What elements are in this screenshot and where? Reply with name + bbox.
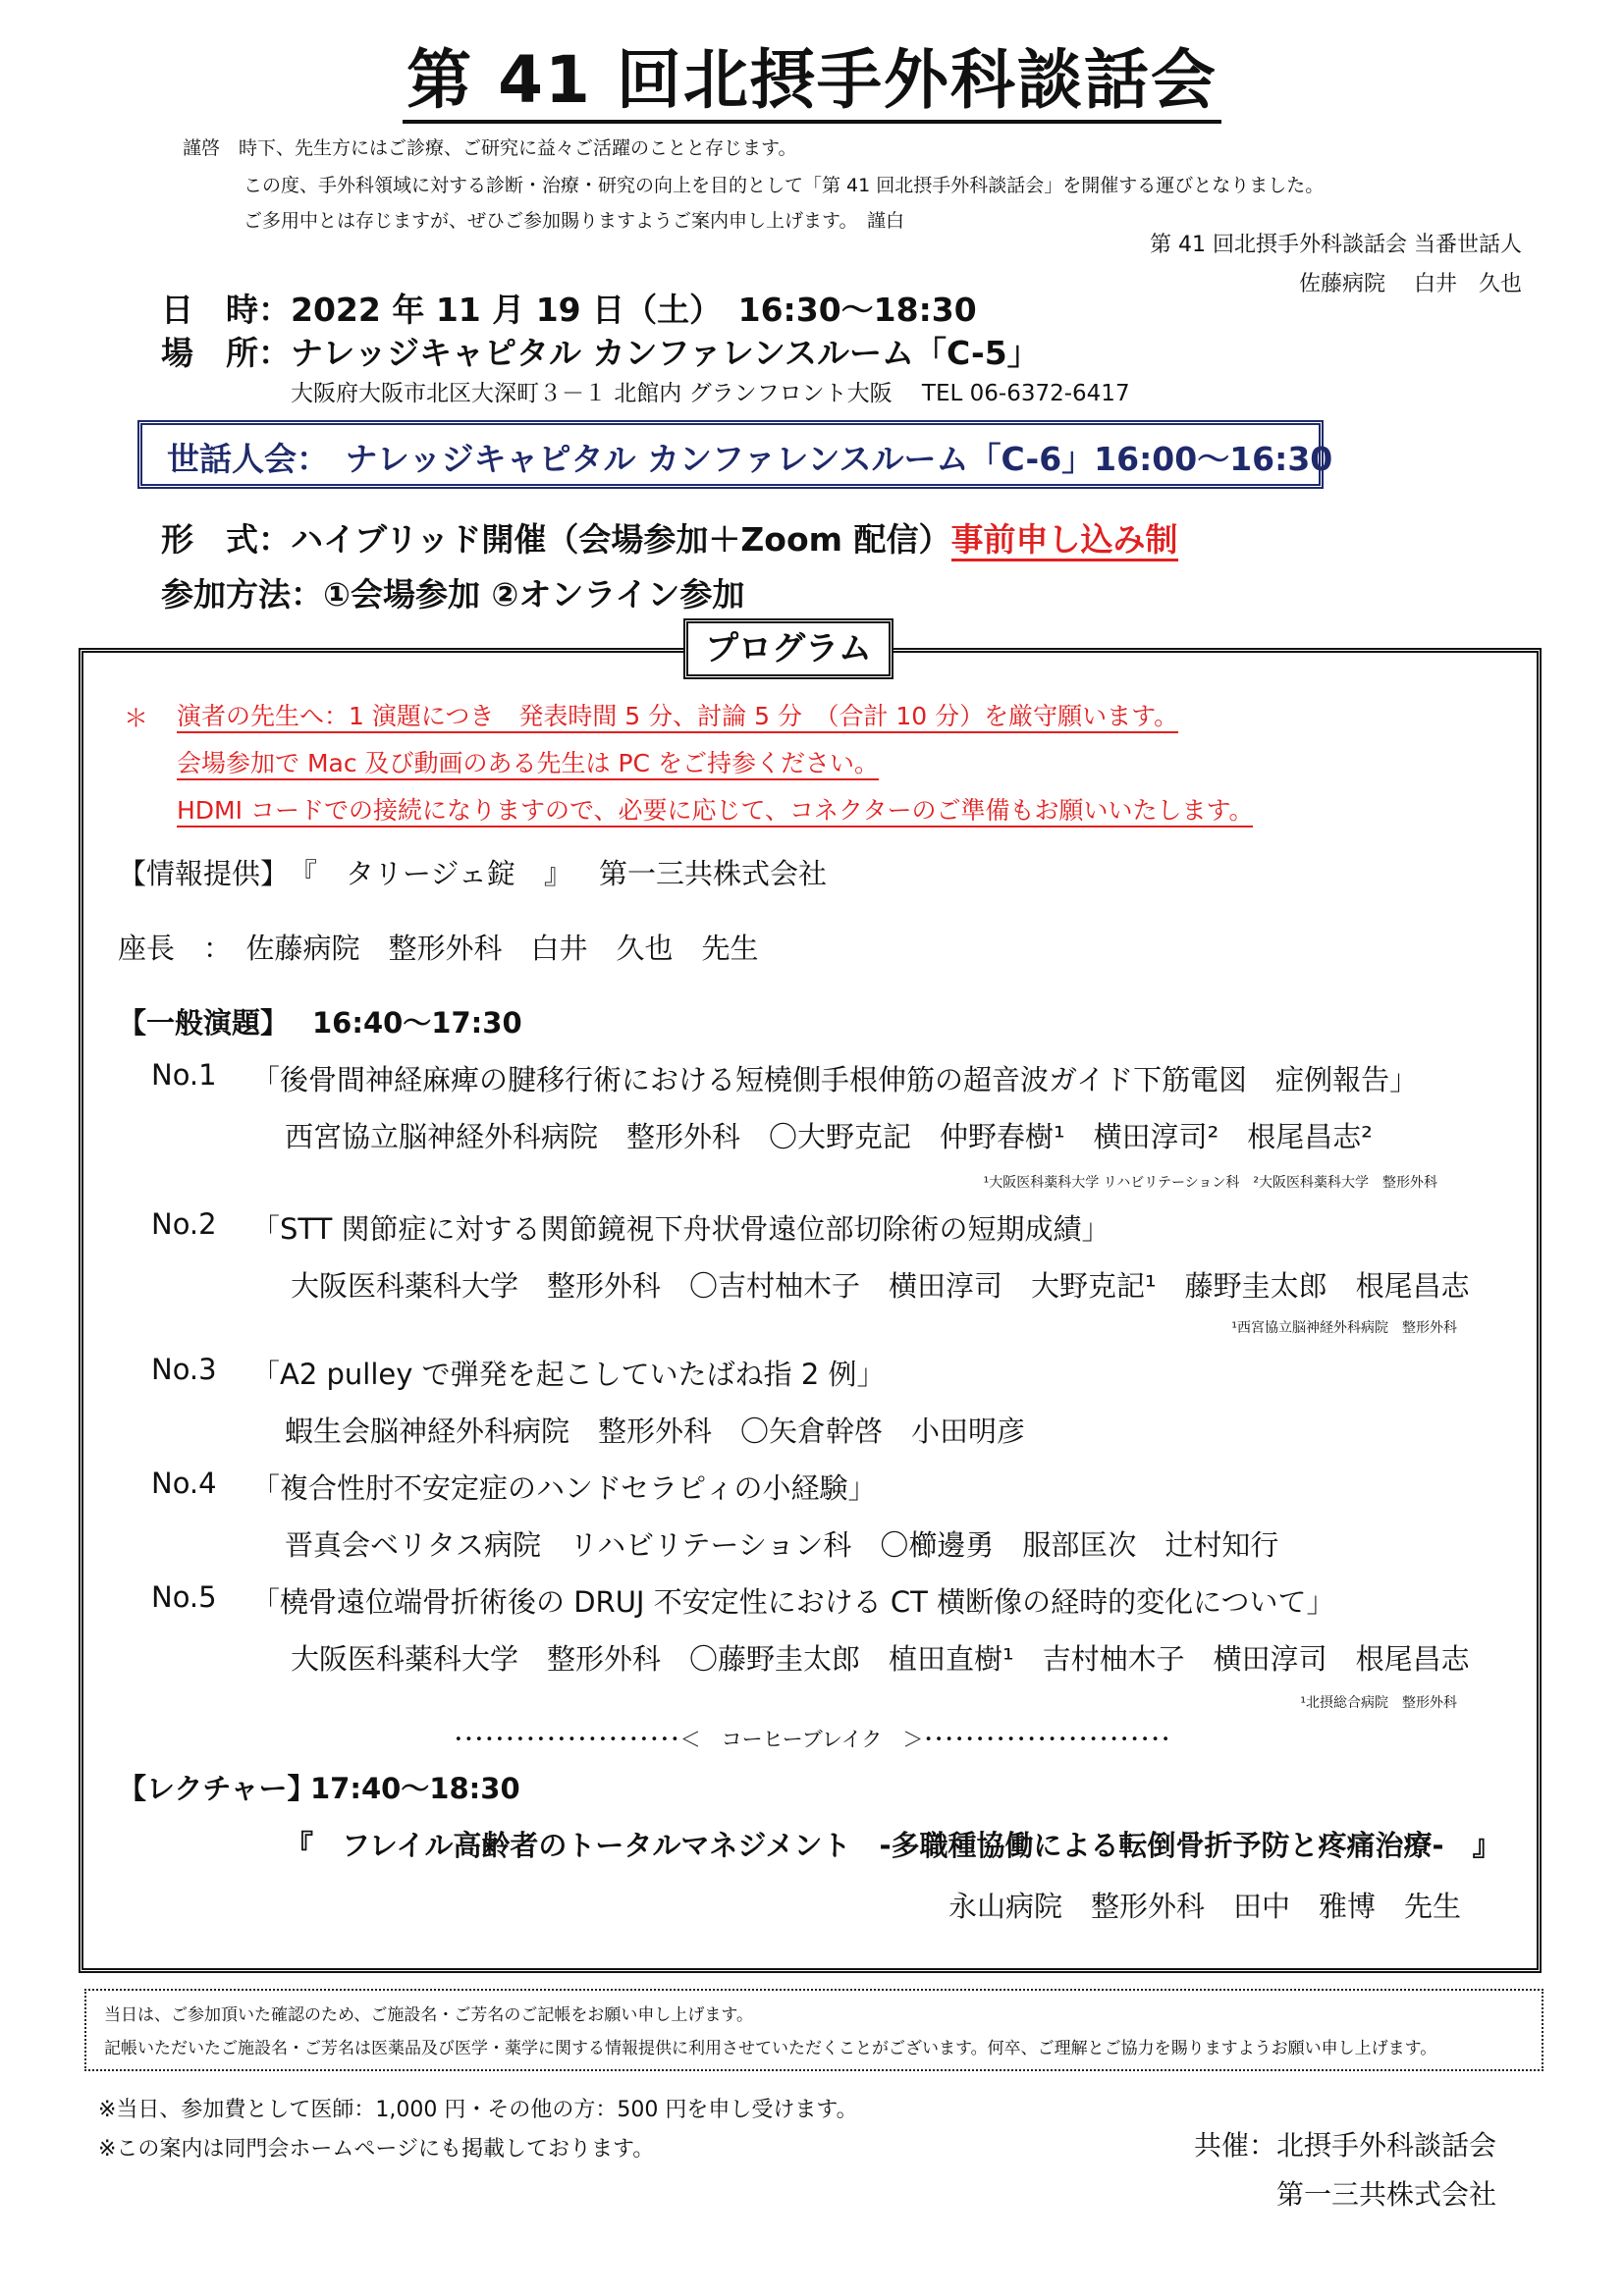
lecture-title: 『 フレイル高齢者のトータルマネジメント -多職種協働による転倒骨折予防と疼痛治療- 』 — [285, 1829, 1501, 1862]
coffee-break: ･･････････････････････＜ コーヒーブレイク ＞････････････････････････ — [453, 1728, 1171, 1751]
disclaimer-line-1: 当日は、ご参加頂いた確認のため、ご施設名・ご芳名のご記帳をお願い申し上げます。 — [104, 2005, 753, 2025]
greeting-line-1: 謹啓 時下、先生方にはご診療、ご研究に益々ご活躍のことと存じます。 — [183, 137, 797, 159]
info-provision-company: 第一三共株式会社 — [599, 857, 828, 890]
talk-authors: 晋真会ベリタス病院 リハビリテーション科 〇櫛邊勇 服部匡次 辻村知行 — [285, 1528, 1279, 1562]
sewa-meeting: 世話人会： ナレッジキャピタル カンファレンスルーム「C-6」16:00～16:30 — [167, 440, 1333, 478]
talk-title: 「STT 関節症に対する関節鏡視下舟状骨遠位部切除術の短期成績」 — [251, 1212, 1110, 1246]
presenter-note-3: HDMI コードでの接続になりますので、必要に応じて、コネクターのご準備もお願いいたします。 — [177, 791, 1253, 827]
participation-method: 参加方法：①会場参加 ②オンライン参加 — [161, 575, 745, 614]
organizer-role: 第 41 回北摂手外科談話会 当番世話人 — [1150, 233, 1522, 257]
talk-affiliation: ¹大阪医科薬科大学 リハビリテーション科 ²大阪医科薬科大学 整形外科 — [983, 1175, 1437, 1191]
talk-authors: 大阪医科薬科大学 整形外科 〇吉村柚木子 横田淳司 大野克記¹ 藤野圭太郎 根尾昌志 — [291, 1269, 1470, 1303]
presenter-note-1: 演者の先生へ：1 演題につき 発表時間 5 分、討論 5 分 （合計 10 分）を厳守願います。 — [177, 697, 1178, 732]
event-format-text: 形 式：ハイブリッド開催（会場参加＋Zoom 配信） — [161, 520, 951, 559]
event-format — [161, 514, 1178, 561]
general-session-time: 16:40～17:30 — [312, 1006, 522, 1040]
talk-number: No.4 — [151, 1467, 217, 1500]
talk-title: 「A2 pulley で弾発を起こしていたばね指 2 例」 — [251, 1358, 886, 1391]
event-datetime: 日 時：2022 年 11 月 19 日（土） 16:30～18:30 — [161, 291, 977, 329]
program-label: プログラム — [683, 618, 893, 679]
presenter-note-2: 会場参加で Mac 及び動画のある先生は PC をご持参ください。 — [177, 744, 879, 779]
note-star: ＊ — [124, 704, 149, 732]
cosponsor-1: 共催：北摂手外科談話会 — [1193, 2129, 1496, 2162]
talk-number: No.2 — [151, 1207, 217, 1241]
talk-number: No.5 — [151, 1580, 217, 1614]
talk-title: 「後骨間神経麻痺の腱移行術における短橈側手根伸筋の超音波ガイド下筋電図 症例報告」 — [251, 1063, 1419, 1096]
homepage-note: ※この案内は同門会ホームページにも掲載しております。 — [98, 2137, 655, 2162]
talk-title: 「橈骨遠位端骨折術後の DRUJ 不安定性における CT 横断像の経時的変化について」 — [251, 1585, 1335, 1619]
general-session-label: 【一般演題】 — [118, 1006, 290, 1040]
event-address: 大阪府大阪市北区大深町３－１ 北館内 グランフロント大阪 TEL 06-6372-6417 — [291, 381, 1130, 406]
chairperson: 座長 ： 佐藤病院 整形外科 白井 久也 先生 — [118, 932, 759, 965]
organizer-name: 佐藤病院 白井 久也 — [1299, 272, 1522, 296]
talk-number: No.3 — [151, 1353, 217, 1386]
talk-authors: 大阪医科薬科大学 整形外科 〇藤野圭太郎 植田直樹¹ 吉村柚木子 横田淳司 根尾昌志 — [291, 1642, 1470, 1676]
event-place: 場 所：ナレッジキャピタル カンファレンスルーム「C-5」 — [161, 334, 1040, 372]
cosponsor-2: 第一三共株式会社 — [1275, 2178, 1496, 2211]
page-title: 第 41 回北摂手外科談話会 — [0, 27, 1624, 121]
talk-number: No.1 — [151, 1058, 217, 1092]
talk-authors: 蝦生会脳神経外科病院 整形外科 〇矢倉幹啓 小田明彦 — [285, 1415, 1026, 1448]
greeting-line-2: この度、手外科領域に対する診断・治療・研究の向上を目的として「第 41 回北摂手外科談話会」を開催する運びとなりました。 — [244, 175, 1325, 196]
lecture-label: 【レクチャー】 — [118, 1772, 316, 1805]
info-provision: 【情報提供】 『 タリージェ錠 』 — [118, 857, 572, 890]
talk-authors: 西宮協立脳神経外科病院 整形外科 〇大野克記 仲野春樹¹ 横田淳司² 根尾昌志² — [285, 1120, 1373, 1153]
talk-affiliation: ¹北摂総合病院 整形外科 — [1300, 1695, 1457, 1711]
fee-note: ※当日、参加費として医師：1,000 円・その他の方：500 円を申し受けます。 — [98, 2098, 858, 2122]
lecture-speaker: 永山病院 整形外科 田中 雅博 先生 — [947, 1890, 1461, 1923]
greeting-line-3: ご多用中とは存じますが、ぜひご参加賜りますようご案内申し上げます。 謹白 — [244, 210, 904, 232]
disclaimer-line-2: 記帳いただいたご施設名・ご芳名は医薬品及び医学・薬学に関する情報提供に利用させていただくことがございます。何卒、ご理解とご協力を賜りますようお願い申し上げます。 — [104, 2039, 1437, 2058]
lecture-time: 17:40～18:30 — [310, 1772, 520, 1805]
talk-title: 「複合性肘不安定症のハンドセラピィの小経験」 — [251, 1471, 877, 1505]
talk-affiliation: ¹西宮協立脳神経外科病院 整形外科 — [1231, 1320, 1457, 1336]
pre-registration-note: 事前申し込み制 — [951, 520, 1178, 561]
